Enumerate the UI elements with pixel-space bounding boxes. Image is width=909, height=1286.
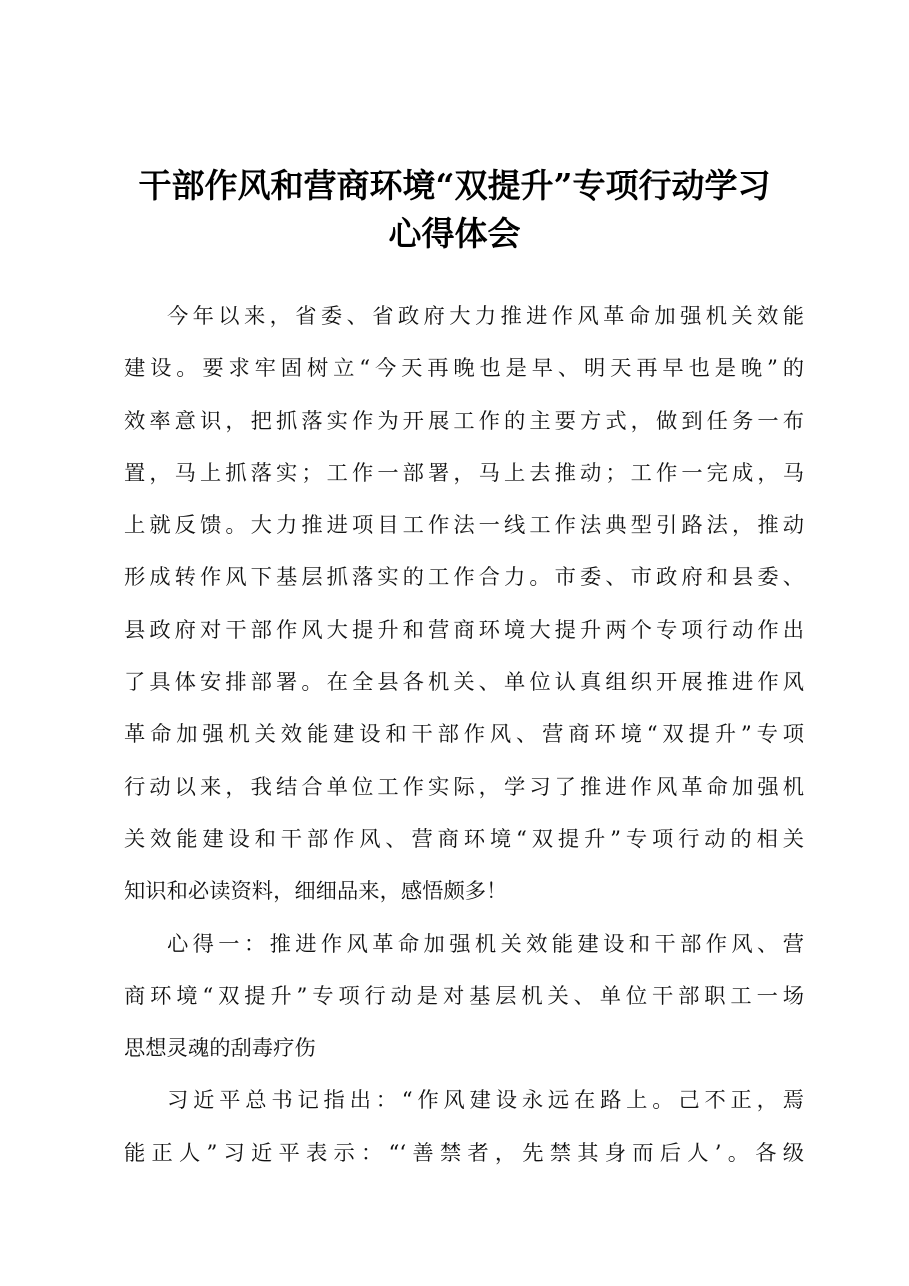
paragraph-1-line: 形成转作风下基层抓落实的工作合力。市委、市政府和县委、 xyxy=(124,565,804,591)
document-body xyxy=(124,291,804,1180)
paragraph-1-line: 置，马上抓落实；工作一部署，马上去推动；工作一完成，马 xyxy=(124,460,804,486)
paragraph-1-line: 效率意识，把抓落实作为开展工作的主要方式，做到任务一布 xyxy=(124,408,804,434)
paragraph-2-line: 思想灵魂的刮毒疗伤 xyxy=(124,1036,316,1062)
document-title-line-2: 心得体会 xyxy=(388,214,521,253)
paragraph-1-line: 县政府对干部作风大提升和营商环境大提升两个专项行动作出 xyxy=(124,617,804,643)
paragraph-1-line: 革命加强机关效能建设和干部作风、营商环境“双提升”专项 xyxy=(124,722,804,748)
paragraph-1-line: 知识和必读资料，细细品来，感悟颇多！ xyxy=(124,879,508,905)
paragraph-1-line: 今年以来，省委、省政府大力推进作风革命加强机关效能 xyxy=(167,304,804,329)
paragraph-1-line: 建设。要求牢固树立“今天再晚也是早、明天再早也是晚”的 xyxy=(124,356,804,382)
paragraph-2-line: 商环境“双提升”专项行动是对基层机关、单位干部职工一场 xyxy=(124,983,804,1009)
paragraph-1-line: 行动以来，我结合单位工作实际，学习了推进作风革命加强机 xyxy=(124,774,804,800)
paragraph-1-line: 上就反馈。大力推进项目工作法一线工作法典型引路法，推动 xyxy=(124,513,804,539)
paragraph-1-line: 关效能建设和干部作风、营商环境“双提升”专项行动的相关 xyxy=(124,826,804,852)
paragraph-2-line: 心得一：推进作风革命加强机关效能建设和干部作风、营 xyxy=(167,931,804,957)
paragraph-3-line: 能正人”习近平表示：“‘善禁者，先禁其身而后人’。各级 xyxy=(124,1140,804,1166)
paragraph-1-line: 了具体安排部署。在全县各机关、单位认真组织开展推进作风 xyxy=(124,670,804,696)
document-title-line-1: 干部作风和营商环境“双提升”专项行动学习 xyxy=(138,166,771,205)
paragraph-3-line: 习近平总书记指出：“作风建设永远在路上。己不正，焉 xyxy=(167,1088,804,1114)
